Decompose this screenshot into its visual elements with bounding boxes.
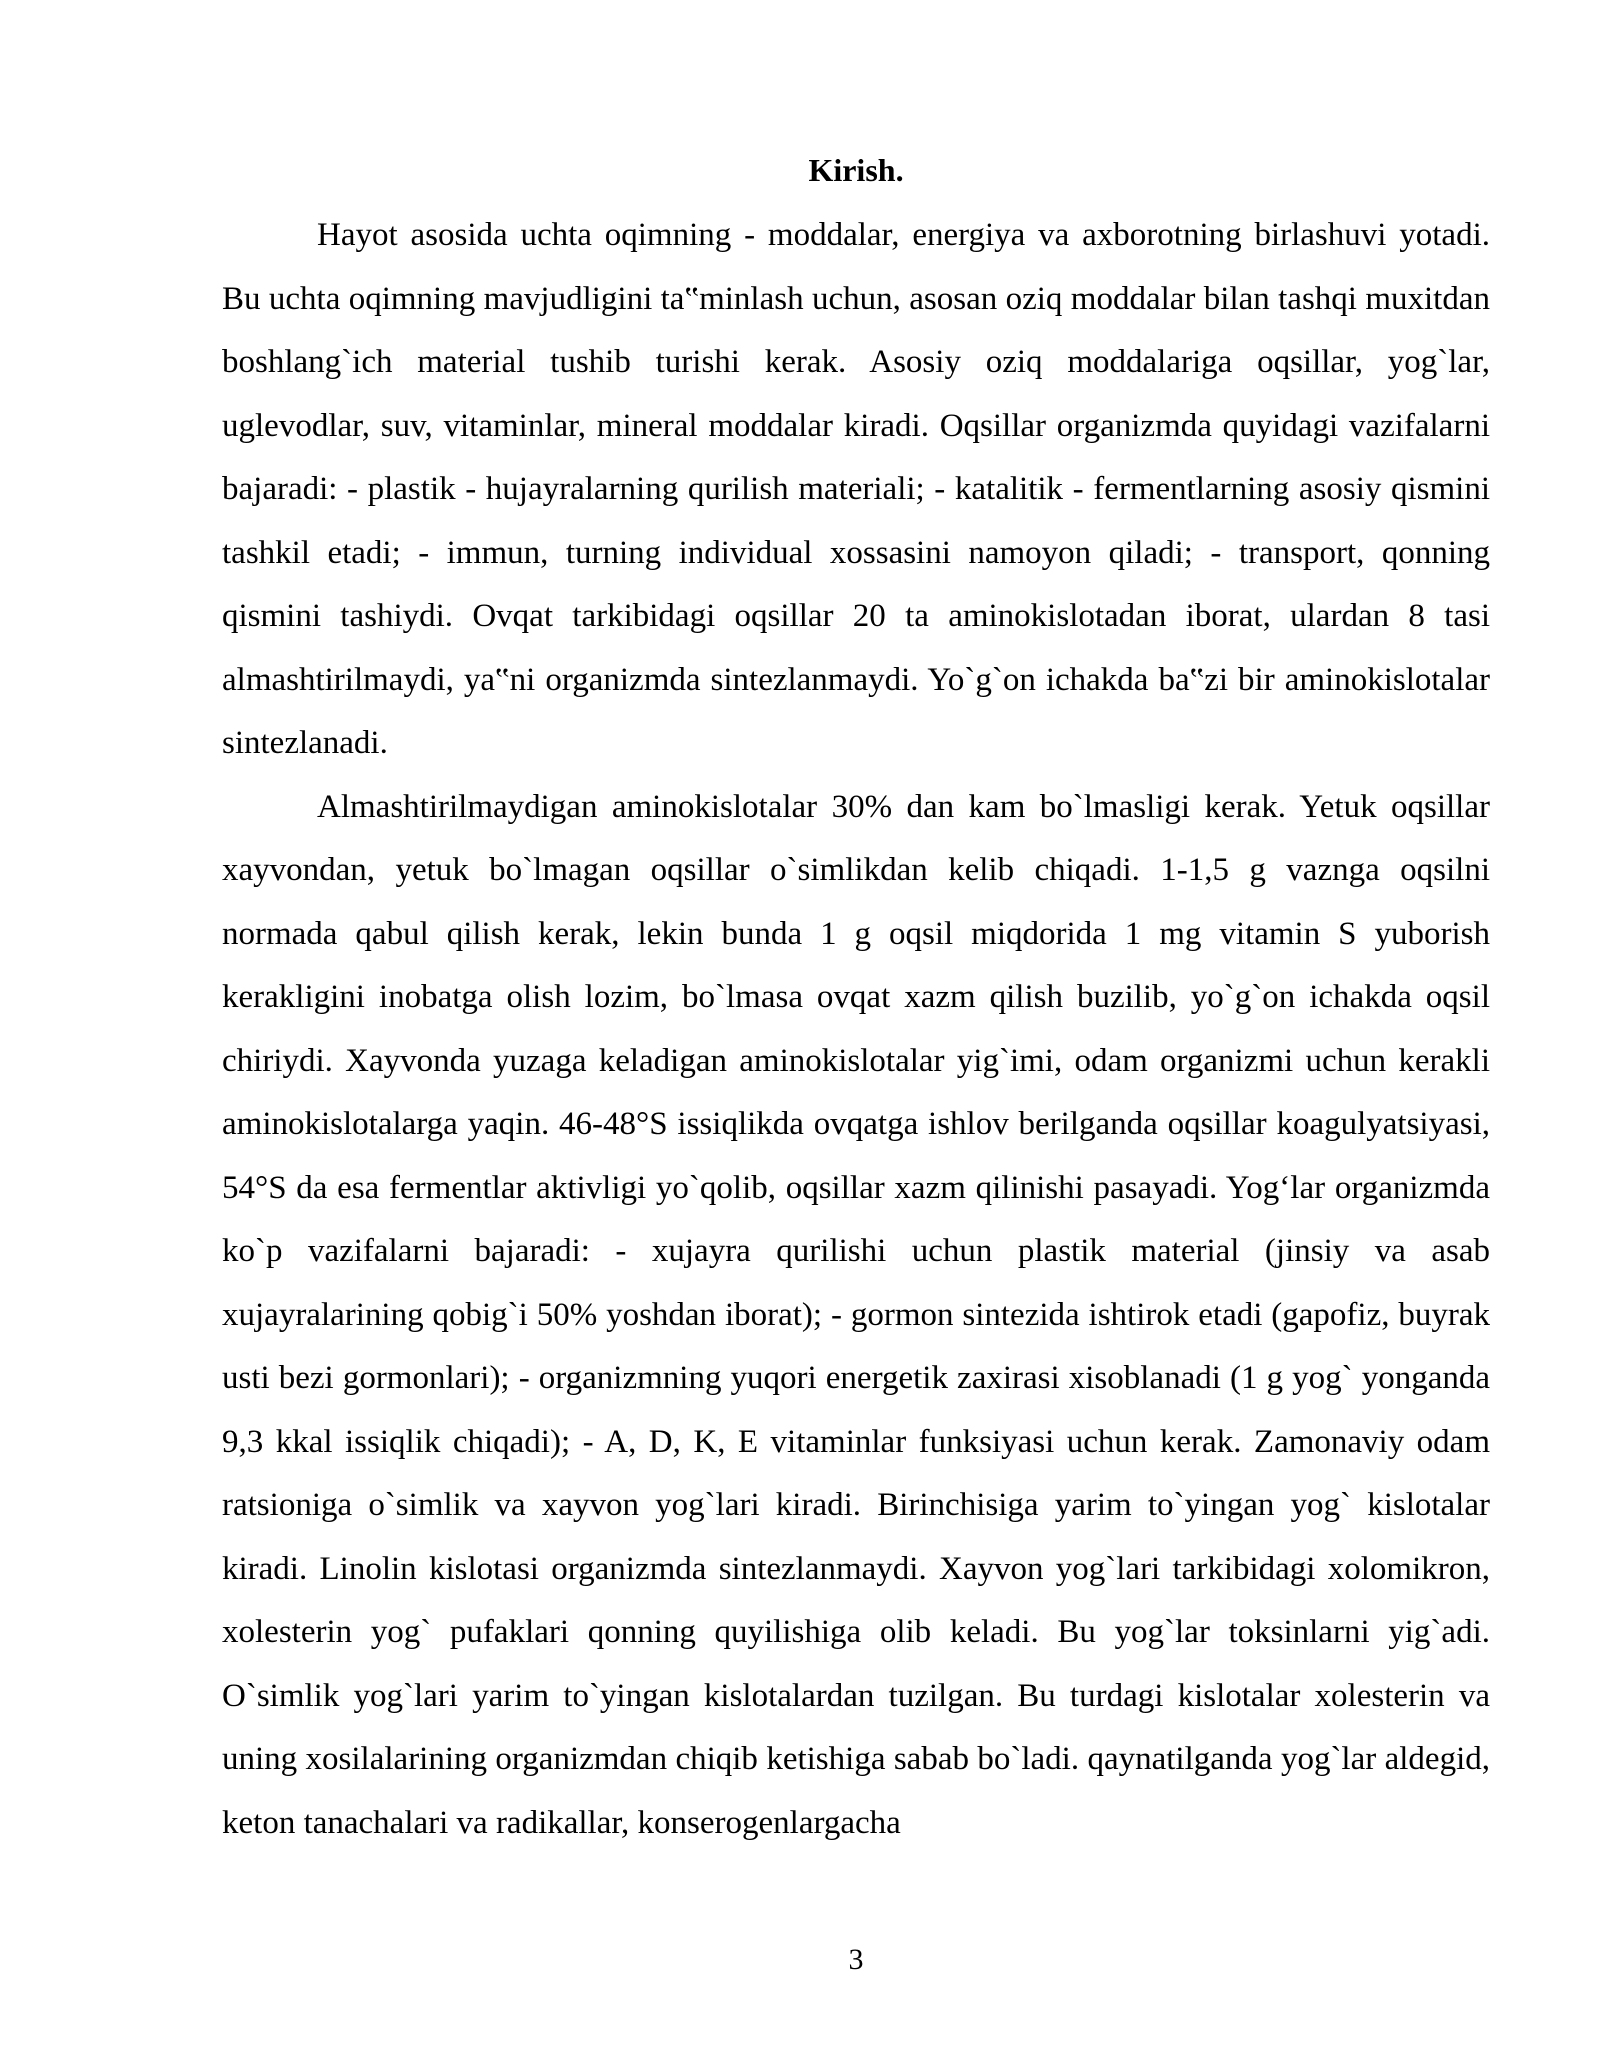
paragraph-1: Hayot asosida uchta oqimning - moddalar, energiya va axborotning birlashuvi yotadi. Bu uchta oqimning mavjudligini ta‟minlash uchun, asosan oziq moddalar bilan tashqi muxitdan boshlang`ich material tushib turishi kerak. Asosiy oziq moddalariga oqsillar, yog`lar, uglevodlar, suv, vitaminlar, mineral moddalar kiradi. Oqsillar organizmda quyidagi vazifalarni bajaradi: - plastik - hujayralarning qurilish materiali; - katalitik - fermentlarning asosiy qismini tashkil etadi; - immun, turning individual xossasini namoyon qiladi; - transport, qonning qismini tashiydi. Ovqat tarkibidagi oqsillar 20 ta aminokislotadan iborat, ulardan 8 tasi almashtirilmaydi, ya‟ni organizmda sintezlanmaydi. Yo`g`on ichakda ba‟zi bir aminokislotalar sintezlanadi.: [222, 217, 1490, 761]
paragraph-2: Almashtirilmaydigan aminokislotalar 30% dan kam bo`lmasligi kerak. Yetuk oqsillar xayvondan, yetuk bo`lmagan oqsillar o`simlikdan kelib chiqadi. 1-1,5 g vaznga oqsilni normada qabul qilish kerak, lekin bunda 1 g oqsil miqdorida 1 mg vitamin S yuborish kerakligini inobatga olish lozim, bo`lmasa ovqat xazm qilish buzilib, yo`g`on ichakda oqsil chiriydi. Xayvonda yuzaga keladigan aminokislotalar yig`imi, odam organizmi uchun kerakli aminokislotalarga yaqin. 46-48°S issiqlikda ovqatga ishlov berilganda oqsillar koagulyatsiyasi, 54°S da esa fermentlar aktivligi yo`qolib, oqsillar xazm qilinishi pasayadi. Yog‘lar organizmda ko`p vazifalarni bajaradi: - xujayra qurilishi uchun plastik material (jinsiy va asab xujayralarining qobig`i 50% yoshdan iborat); - gormon sintezida ishtirok etadi (gapofiz, buyrak usti bezi gormonlari); - organizmning yuqori energetik zaxirasi xisoblanadi (1 g yog` yonganda 9,3 kkal issiqlik chiqadi); - A, D, K, E vitaminlar funksiyasi uchun kerak. Zamonaviy odam ratsioniga o`simlik va xayvon yog`lari kiradi. Birinchisiga yarim to`yingan yog` kislotalar kiradi. Linolin kislotasi organizmda sintezlanmaydi. Xayvon yog`lari tarkibidagi xolomikron, xolesterin yog` pufaklari qonning quyilishiga olib keladi. Bu yog`lar toksinlarni yig`adi. O`simlik yog`lari yarim to`yingan kislotalardan tuzilgan. Bu turdagi kislotalar xolesterin va uning xosilalarining organizmdan chiqib ketishiga sabab bo`ladi. qaynatilganda yog`lar aldegid, keton tanachalari va radikallar, konserogenlargacha: [222, 788, 1490, 1841]
page-number: 3: [848, 1943, 864, 1976]
document-body: [222, 146, 1490, 1855]
section-title: Kirish.: [808, 152, 904, 188]
